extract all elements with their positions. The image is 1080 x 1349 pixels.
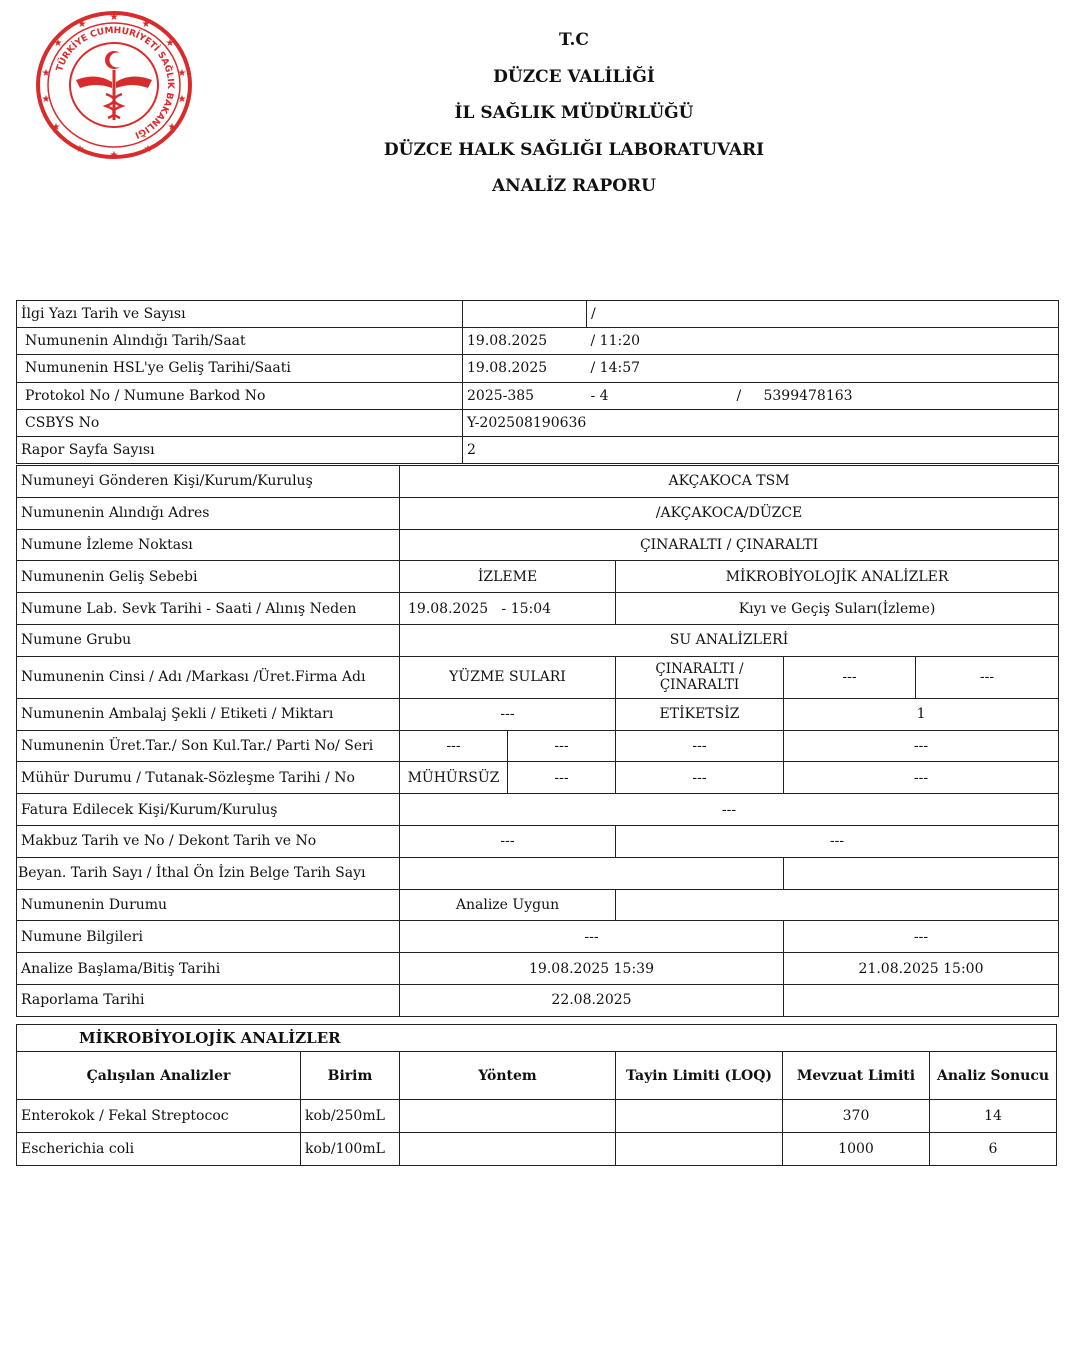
sevk-label: Numune Lab. Sevk Tarihi - Saati / Alınış Neden [17,593,400,625]
ambalaj-value-2: ETİKETSİZ [616,698,784,730]
column-header: Mevzuat Limiti [783,1052,930,1100]
svg-text:★: ★ [75,144,85,155]
izleme-label: Numune İzleme Noktası [17,529,400,561]
table-row [17,561,1059,593]
table-header-row [17,1052,1057,1100]
table-row [17,953,1059,985]
rapor-tarih-value: 22.08.2025 [400,984,784,1016]
cins-value-2 [616,656,784,698]
analiz-end: 21.08.2025 15:00 [784,953,1059,985]
svg-text:★: ★ [177,68,187,79]
report-header [380,22,768,205]
column-header: Çalışılan Analizler [17,1052,301,1100]
table-row [17,921,1059,953]
table-row [17,382,1059,409]
header-line-valilik: DÜZCE VALİLİĞİ [493,66,655,87]
table-row [17,497,1059,529]
svg-text:★: ★ [143,144,153,155]
muhur-value-3: --- [616,762,784,794]
column-header: Yöntem [400,1052,616,1100]
barkod-no: / 5399478163 [717,382,1059,409]
column-header: Birim [301,1052,400,1100]
cins-value-3: --- [784,656,916,698]
header-line-laboratuvar: DÜZCE HALK SAĞLIĞI LABORATUVARI [383,139,765,160]
analysis-loq [616,1100,783,1133]
makbuz-value-1: --- [400,825,616,857]
fatura-value: --- [400,794,1059,826]
sebep-value-1: İZLEME [400,561,616,593]
alindi-date: 19.08.2025 [463,328,587,355]
beyan-label: Beyan. Tarih Sayı / İthal Ön İzin Belge Tarih Sayı [17,857,400,889]
protokol-no: 2025-385 [463,382,587,409]
table-row [17,409,1059,436]
sebep-value-2: MİKROBİYOLOJİK ANALİZLER [616,561,1059,593]
grup-label: Numune Grubu [17,624,400,656]
svg-text:★: ★ [165,38,175,49]
table-row [17,984,1059,1016]
table-row [17,355,1059,382]
uret-value-4: --- [784,730,1059,762]
analysis-unit: kob/100mL [301,1133,400,1166]
table-row [17,593,1059,625]
ambalaj-value-3: 1 [784,698,1059,730]
table-row [17,1133,1057,1166]
analysis-result: 6 [930,1133,1057,1166]
info-table [16,300,1059,464]
table-row [17,328,1059,355]
svg-text:★: ★ [109,12,119,23]
seal-ring-text: TÜRKİYE CUMHURİYETİ SAĞLIK BAKANLIĞI [55,25,176,140]
muhur-label: Mühür Durumu / Tutanak-Sözleşme Tarihi / No [17,762,400,794]
svg-text:★: ★ [177,94,187,105]
table-row [17,436,1059,463]
table-row [17,730,1059,762]
table-row [17,624,1059,656]
header-line-mudurluk: İL SAĞLIK MÜDÜRLÜĞÜ [454,103,694,123]
sebep-label: Numunenin Geliş Sebebi [17,561,400,593]
table-row [17,1100,1057,1133]
table-row [17,529,1059,561]
grup-value: SU ANALİZLERİ [400,624,1059,656]
bilgi-value-2: --- [784,921,1059,953]
column-header: Analiz Sonucu [930,1052,1057,1100]
alindi-time: / 11:20 [587,328,1059,355]
table-row [17,1025,1057,1052]
ministry-seal [36,10,192,160]
ilgi-value: / [587,301,1059,328]
analysis-result: 14 [930,1100,1057,1133]
analysis-method [400,1133,616,1166]
table-row [17,825,1059,857]
table-row [17,857,1059,889]
header-line-tc: T.C [559,30,589,50]
gonderen-value: AKÇAKOCA TSM [400,466,1059,498]
cins-value-4: --- [916,656,1059,698]
ambalaj-label: Numunenin Ambalaj Şekli / Etiketi / Miktarı [17,698,400,730]
uret-value-1: --- [400,730,508,762]
table-row [17,466,1059,498]
section-title: MİKROBİYOLOJİK ANALİZLER [17,1025,1057,1052]
protokol-label: Protokol No / Numune Barkod No [17,382,463,409]
analysis-loq [616,1133,783,1166]
column-header: Tayin Limiti (LOQ) [616,1052,783,1100]
caduceus-icon [76,51,152,120]
sevk-value-2: Kıyı ve Geçiş Suları(İzleme) [616,593,1059,625]
alindi-label: Numunenin Alındığı Tarih/Saat [17,328,463,355]
gelis-time: / 14:57 [587,355,1059,382]
svg-text:★: ★ [109,150,119,160]
csbys-value: Y-202508190636 [463,409,1059,436]
sample-detail-table [16,465,1059,1017]
analysis-method [400,1100,616,1133]
ilgi-label: İlgi Yazı Tarih ve Sayısı [17,301,463,328]
table-row [17,762,1059,794]
analysis-results-table [16,1024,1057,1166]
sayfa-value: 2 [463,436,1059,463]
makbuz-value-2: --- [616,825,1059,857]
analysis-limit: 1000 [783,1133,930,1166]
muhur-value-4: --- [784,762,1059,794]
analiz-tarih-label: Analize Başlama/Bitiş Tarihi [17,953,400,985]
makbuz-label: Makbuz Tarih ve No / Dekont Tarih ve No [17,825,400,857]
analiz-start: 19.08.2025 15:39 [400,953,784,985]
table-row [17,656,1059,698]
izleme-value: ÇINARALTI / ÇINARALTI [400,529,1059,561]
svg-text:★: ★ [51,122,61,133]
uret-value-3: --- [616,730,784,762]
muhur-value-2: --- [508,762,616,794]
table-row [17,889,1059,921]
gonderen-label: Numuneyi Gönderen Kişi/Kurum/Kuruluş [17,466,400,498]
cins-value-2-line2: ÇINARALTI [659,677,740,694]
uret-value-2: --- [508,730,616,762]
svg-text:★: ★ [77,19,87,30]
svg-text:★: ★ [53,38,63,49]
analysis-name: Enterokok / Fekal Streptococ [17,1100,301,1133]
bilgi-label: Numune Bilgileri [17,921,400,953]
uret-label: Numunenin Üret.Tar./ Son Kul.Tar./ Parti No/ Seri [17,730,400,762]
rapor-tarih-label: Raporlama Tarihi [17,984,400,1016]
durum-value: Analize Uygun [400,889,616,921]
analysis-limit: 370 [783,1100,930,1133]
ambalaj-value-1: --- [400,698,616,730]
gelis-date: 19.08.2025 [463,355,587,382]
adres-value: /AKÇAKOCA/DÜZCE [400,497,1059,529]
protokol-sub: - 4 [587,382,717,409]
fatura-label: Fatura Edilecek Kişi/Kurum/Kuruluş [17,794,400,826]
bilgi-value-1: --- [400,921,784,953]
table-row [17,301,1059,328]
svg-text:★: ★ [141,19,151,30]
cins-label: Numunenin Cinsi / Adı /Markası /Üret.Firma Adı [17,656,400,698]
gelis-label: Numunenin HSL'ye Geliş Tarihi/Saati [17,355,463,382]
analysis-name: Escherichia coli [17,1133,301,1166]
svg-text:★: ★ [41,68,51,79]
cins-value-1: YÜZME SULARI [400,656,616,698]
cins-value-2-line1: ÇINARALTI / [655,661,744,678]
csbys-label: CSBYS No [17,409,463,436]
durum-label: Numunenin Durumu [17,889,400,921]
table-row [17,698,1059,730]
sevk-value-1: 19.08.2025 - 15:04 [400,593,616,625]
svg-text:★: ★ [41,94,51,105]
table-row [17,794,1059,826]
header-line-rapor: ANALİZ RAPORU [491,176,656,196]
muhur-value-1: MÜHÜRSÜZ [400,762,508,794]
adres-label: Numunenin Alındığı Adres [17,497,400,529]
svg-text:★: ★ [167,122,177,133]
sayfa-label: Rapor Sayfa Sayısı [17,436,463,463]
analysis-unit: kob/250mL [301,1100,400,1133]
